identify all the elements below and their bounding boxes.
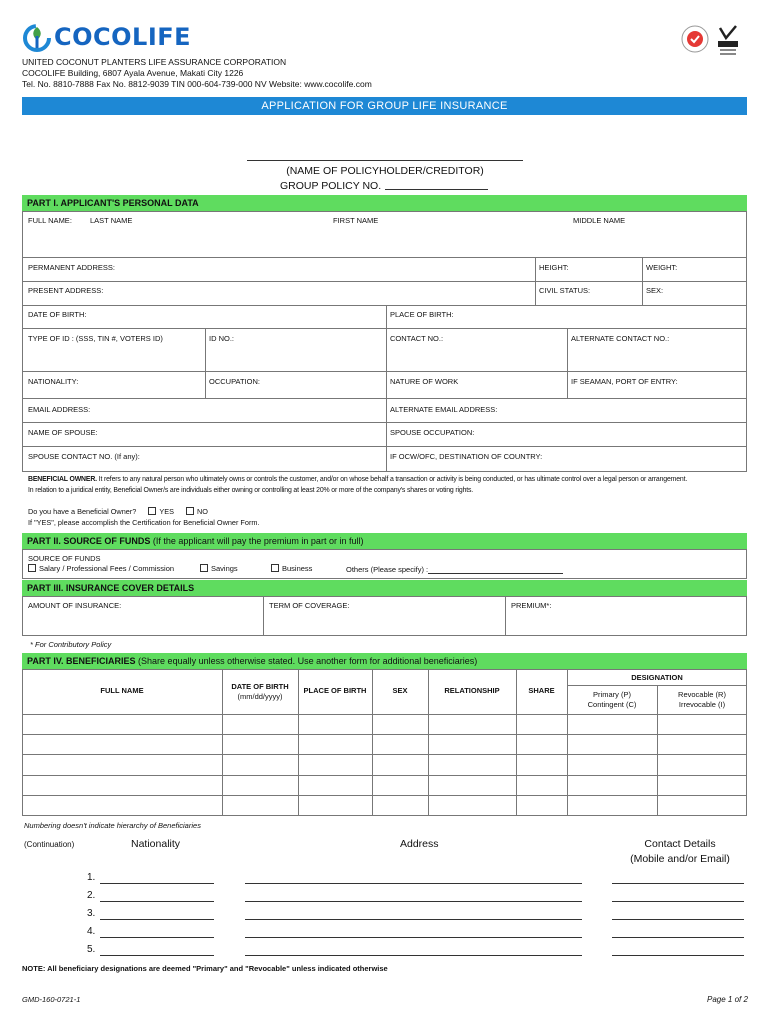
alt-email-label: ALTERNATE EMAIL ADDRESS: <box>390 405 498 414</box>
contact-heading: Contact Details (Mobile and/or Email) <box>630 838 730 865</box>
policyholder-line[interactable] <box>247 160 523 161</box>
nationality-field[interactable] <box>100 883 214 884</box>
nationality-label: NATIONALITY: <box>28 377 79 386</box>
designation-revocable: Revocable (R) Irrevocable (I) <box>678 690 726 709</box>
corp-address: COCOLIFE Building, 6807 Ayala Avenue, Makati City 1226 <box>22 68 244 78</box>
col-pob: PLACE OF BIRTH <box>303 686 367 695</box>
term-label: TERM OF COVERAGE: <box>269 601 350 610</box>
premium-label: PREMIUM*: <box>511 601 552 610</box>
contact-no-label: CONTACT NO.: <box>390 334 444 343</box>
address-field[interactable] <box>245 919 582 920</box>
col-full-name: FULL NAME <box>100 686 144 695</box>
height-label: HEIGHT: <box>539 263 569 272</box>
group-policy-label: GROUP POLICY NO. <box>280 180 382 192</box>
part3-header: PART III. INSURANCE COVER DETAILS <box>22 580 747 596</box>
spouse-occupation-label: SPOUSE OCCUPATION: <box>390 428 475 437</box>
contact-field[interactable] <box>612 955 744 956</box>
contact-field[interactable] <box>612 937 744 938</box>
bo-no-checkbox[interactable]: NO <box>186 507 208 516</box>
address-field[interactable] <box>245 955 582 956</box>
last-name-label: LAST NAME <box>90 216 133 225</box>
pob-label: PLACE OF BIRTH: <box>390 310 454 319</box>
beneficial-owner-text: BENEFICIAL OWNER. It refers to any natural person who ultimately owns or controls the customer, and/or on whose behalf a transaction or activity is being conducted, or has ultimate control over a legal person or arrangement. In relation to a juridical entity, Beneficial Owner/s are individuals either owning or controlling at least 20% or more of the company's shares or voting rights. <box>28 476 688 494</box>
corporate-info <box>22 57 372 90</box>
source-of-funds-label: SOURCE OF FUNDS <box>28 554 101 563</box>
certification-logos <box>680 24 740 58</box>
contributory-note: * For Contributory Policy <box>30 640 112 649</box>
corp-name: UNITED COCONUT PLANTERS LIFE ASSURANCE CORPORATION <box>22 57 287 67</box>
contact-field[interactable] <box>612 901 744 902</box>
bo-question-row: Do you have a Beneficial Owner? YES NO <box>28 507 208 516</box>
col-designation: DESIGNATION <box>631 673 683 682</box>
numbering-note: Numbering doesn't indicate hierarchy of Beneficiaries <box>24 821 201 830</box>
others-field[interactable] <box>428 573 563 574</box>
business-checkbox[interactable]: Business <box>271 564 312 573</box>
weight-label: WEIGHT: <box>646 263 678 272</box>
contact-field[interactable] <box>612 919 744 920</box>
coconut-leaf-icon <box>22 22 52 52</box>
civil-status-label: CIVIL STATUS: <box>539 286 591 295</box>
others-label: Others (Please specify) : <box>346 565 429 574</box>
col-sex: SEX <box>392 686 408 695</box>
part1-header: PART I. APPLICANT'S PERSONAL DATA <box>22 195 747 211</box>
continuation-number: 5. <box>87 944 96 955</box>
designation-primary: Primary (P) Contingent (C) <box>587 690 637 709</box>
salary-checkbox[interactable]: Salary / Professional Fees / Commission <box>28 564 174 573</box>
bo-yes-checkbox[interactable]: YES <box>148 507 174 516</box>
corp-contact: Tel. No. 8810-7888 Fax No. 8812-9039 TIN 000-604-739-000 NV Website: www.cocolife.com <box>22 79 372 89</box>
designation-note: NOTE: All beneficiary designations are deemed "Primary" and "Revocable" unless indicated otherwise <box>22 964 388 973</box>
col-share: SHARE <box>528 686 555 695</box>
spouse-contact-label: SPOUSE CONTACT NO. (If any): <box>28 452 140 461</box>
part4-header: PART IV. BENEFICIARIES (Share equally unless otherwise stated. Use another form for additional beneficiaries) <box>22 653 747 669</box>
policyholder-label: (NAME OF POLICYHOLDER/CREDITOR) <box>286 165 484 177</box>
nationality-field[interactable] <box>100 937 214 938</box>
first-name-label: FIRST NAME <box>333 216 379 225</box>
full-name-label: FULL NAME: <box>28 216 72 225</box>
part2-header: PART II. SOURCE OF FUNDS (If the applicant will pay the premium in part or in full) <box>22 533 747 549</box>
brand-name: COCOLIFE <box>54 23 192 51</box>
iso-cert-icon <box>680 24 710 54</box>
dob-label: DATE OF BIRTH: <box>28 310 87 319</box>
address-heading: Address <box>400 838 439 850</box>
email-label: EMAIL ADDRESS: <box>28 405 91 414</box>
continuation-number: 3. <box>87 908 96 919</box>
ukas-cert-icon <box>716 24 740 58</box>
middle-name-label: MIDDLE NAME <box>573 216 626 225</box>
continuation-number: 4. <box>87 926 96 937</box>
seaman-port-label: IF SEAMAN, PORT OF ENTRY: <box>571 377 678 386</box>
occupation-label: OCCUPATION: <box>209 377 260 386</box>
nationality-field[interactable] <box>100 919 214 920</box>
form-title: APPLICATION FOR GROUP LIFE INSURANCE <box>22 97 747 115</box>
id-no-label: ID NO.: <box>209 334 235 343</box>
bo-note: If "YES", please accomplish the Certification for Beneficial Owner Form. <box>28 518 260 527</box>
amount-label: AMOUNT OF INSURANCE: <box>28 601 122 610</box>
form-number: GMD-160-0721-1 <box>22 995 81 1004</box>
col-relationship: RELATIONSHIP <box>444 686 500 695</box>
sex-label: SEX: <box>646 286 664 295</box>
nationality-field[interactable] <box>100 901 214 902</box>
part3-box <box>22 596 747 636</box>
permanent-address-label: PERMANENT ADDRESS: <box>28 263 115 272</box>
nature-of-work-label: NATURE OF WORK <box>390 377 459 386</box>
ocw-label: IF OCW/OFC, DESTINATION OF COUNTRY: <box>390 452 543 461</box>
continuation-label: (Continuation) <box>24 840 75 849</box>
group-policy-field[interactable] <box>385 189 488 190</box>
type-of-id-label: TYPE OF ID : (SSS, TIN #, VOTERS ID) <box>28 334 163 343</box>
continuation-number: 2. <box>87 890 96 901</box>
address-field[interactable] <box>245 901 582 902</box>
present-address-label: PRESENT ADDRESS: <box>28 286 104 295</box>
continuation-number: 1. <box>87 872 96 883</box>
spouse-name-label: NAME OF SPOUSE: <box>28 428 98 437</box>
address-field[interactable] <box>245 937 582 938</box>
alt-contact-label: ALTERNATE CONTACT NO.: <box>571 334 670 343</box>
address-field[interactable] <box>245 883 582 884</box>
page-number: Page 1 of 2 <box>707 995 748 1004</box>
savings-checkbox[interactable]: Savings <box>200 564 238 573</box>
nationality-heading: Nationality <box>131 838 181 850</box>
cocolife-logo <box>22 22 191 52</box>
nationality-field[interactable] <box>100 955 214 956</box>
col-dob: DATE OF BIRTH (mm/dd/yyyy) <box>231 682 289 701</box>
contact-field[interactable] <box>612 883 744 884</box>
